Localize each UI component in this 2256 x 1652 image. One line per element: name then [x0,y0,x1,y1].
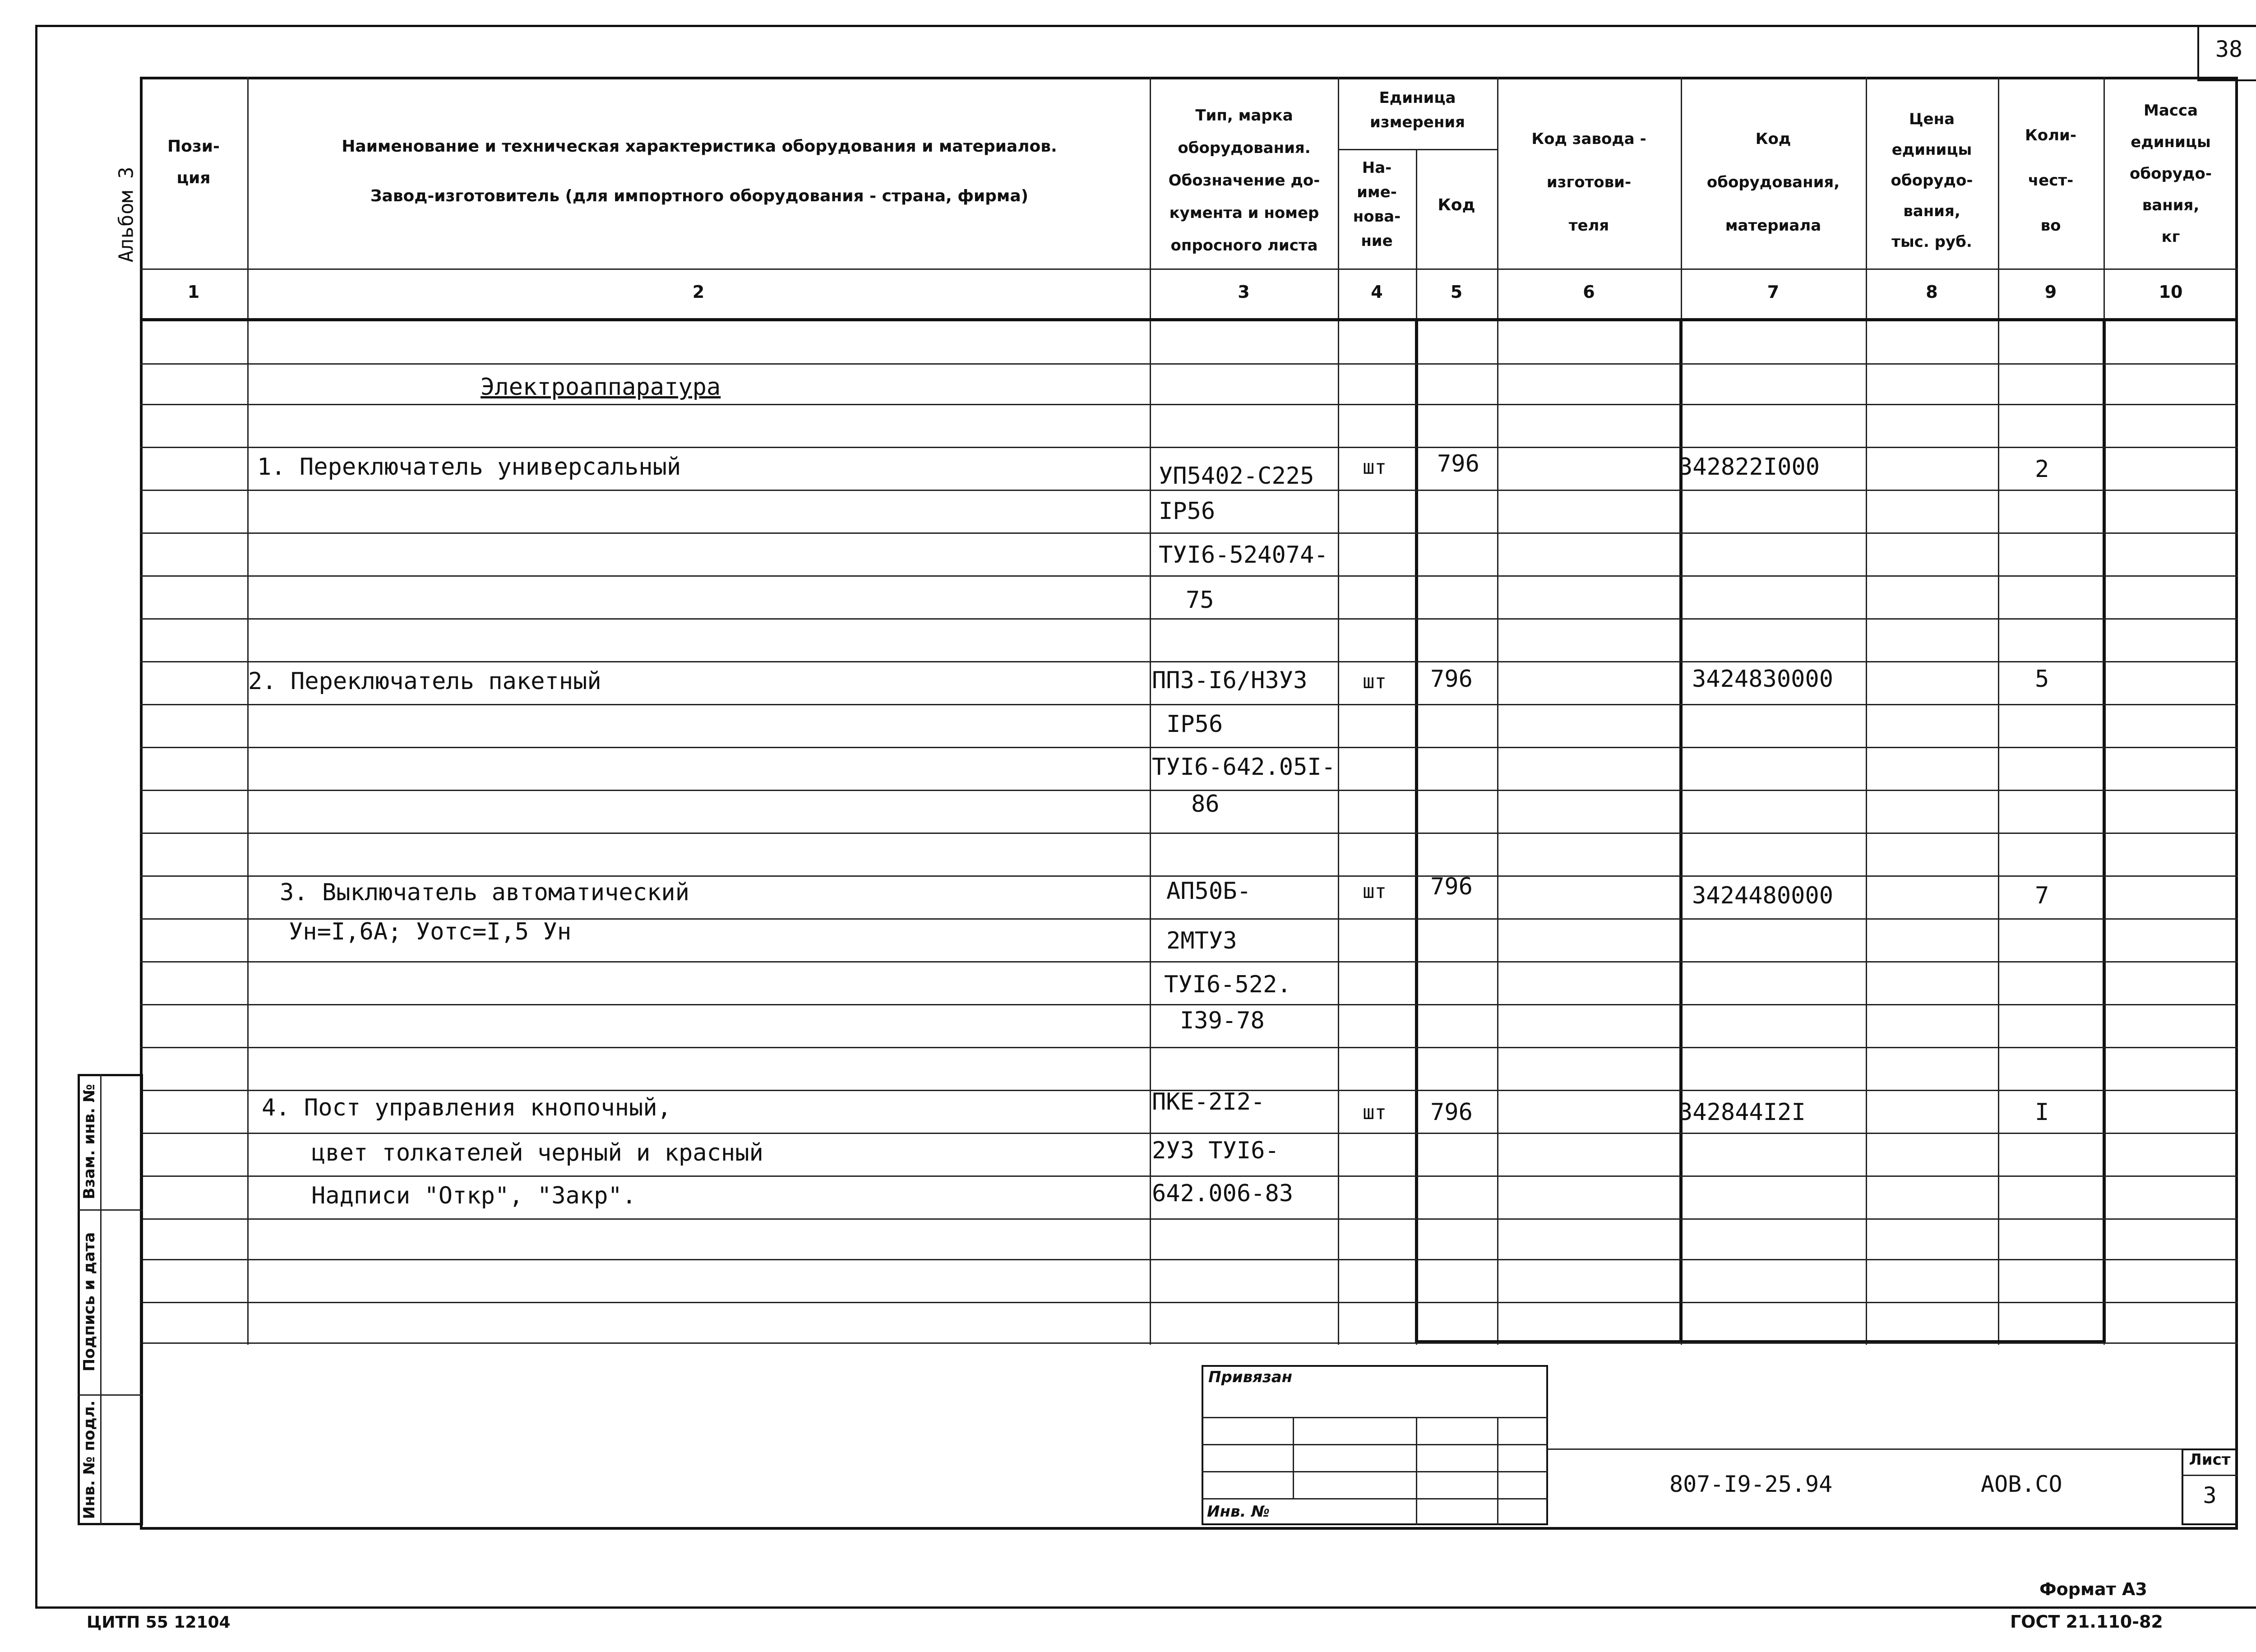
inv-no-label: Инв. № [1207,1503,1270,1521]
album-label: Альбом 3 [115,167,138,263]
item-4-name-2: цвет толкателей черный и красный [311,1139,763,1166]
footer-left: ЦИТП 55 12104 [87,1613,231,1632]
stamp-podpis-data: Подпись и дата [80,1232,98,1372]
col-num-3: 3 [1238,282,1250,302]
item-2-name: 2. Переключатель пакетный [248,668,601,695]
sheet-label: Лист [2189,1451,2231,1469]
item-2-type-3: ТУI6-642.05I- [1152,754,1336,781]
item-2-unit: шт [1363,670,1387,693]
doc-mark: АОВ.СО [1981,1471,2062,1497]
item-4-qty: I [2035,1099,2049,1126]
item-1-type-2: IP56 [1159,498,1216,525]
header-col7: Код оборудования, материала [1706,130,1840,235]
col-num-7: 7 [1767,282,1780,302]
item-4-name-3: Надписи "Откр", "Закр". [311,1182,637,1209]
item-3-name-2: Ун=I,6А; Уотс=I,5 Ун [289,918,572,945]
item-3-unit: шт [1363,880,1387,903]
item-3-type-2: 2МТУ3 [1166,927,1237,954]
item-2-type-1: ПП3-I6/Н3У3 [1152,667,1308,694]
item-1-type-4: 75 [1186,587,1214,614]
item-1-unit: шт [1363,456,1387,479]
col-num-5: 5 [1450,282,1463,302]
col-num-6: 6 [1583,282,1595,302]
doc-code: 807-I9-25.94 [1669,1471,1833,1497]
item-3-type-3: ТУI6-522. [1164,971,1291,998]
col-num-8: 8 [1926,282,1938,302]
item-4-type-2: 2У3 ТУI6- [1152,1137,1279,1164]
item-1-type-1: УП5402-С225 [1159,463,1314,490]
item-2-code: 3424830000 [1692,666,1834,693]
header-col8: Цена единицы оборудо- вания, тыс. руб. [1891,110,1973,251]
col-num-10: 10 [2159,282,2183,302]
section-title: Электроаппаратура [481,374,721,401]
col-num-1: 1 [187,282,200,302]
col-num-4: 4 [1371,282,1383,302]
header-col2: Наименование и техническая характеристика оборудования и материалов. Завод-изготовитель (для импортного оборудования - страна, фирма) [342,137,1057,205]
col-num-2: 2 [692,282,705,302]
item-1-qty: 2 [2035,456,2049,483]
item-4-type-3: 642.006-83 [1152,1180,1294,1207]
header-col3: Тип, марка оборудования. Обозначение до- кумента и номер опросного листа [1168,106,1320,255]
item-3-code: 3424480000 [1692,882,1834,909]
stamp-vzam-inv: Взам. инв. № [80,1084,98,1199]
item-2-type-4: 86 [1191,791,1220,818]
footer-gost: ГОСТ 21.110-82 [2010,1612,2163,1632]
col-num-9: 9 [2044,282,2057,302]
footer-format: Формат А3 [2039,1579,2147,1599]
item-3-type-4: I39-78 [1180,1007,1265,1034]
item-1-code: 342822I000 [1678,453,1820,481]
item-1-type-3: ТУI6-524074- [1159,541,1328,569]
item-3-qty: 7 [2035,882,2049,909]
item-4-unit: шт [1363,1101,1387,1124]
item-2-qty: 5 [2035,666,2049,693]
item-1-unit-code: 796 [1437,450,1479,477]
privyazan-label: Привязан [1208,1368,1293,1386]
item-4-code: 342844I2I [1678,1099,1806,1126]
header-col5: Код [1438,196,1475,214]
header-col1: Пози- ция [167,137,220,187]
item-3-unit-code: 796 [1430,873,1473,900]
sheet-number: 38 [2215,36,2243,62]
item-2-type-2: IP56 [1166,711,1223,738]
stamp-inv-podl: Инв. № подл. [80,1400,98,1519]
item-3-name-1: 3. Выключатель автоматический [280,879,689,906]
item-2-unit-code: 796 [1430,666,1473,693]
item-4-type-1: ПКЕ-2I2- [1152,1088,1265,1115]
header-col4: На- име- нова- ние [1353,159,1401,250]
header-col6: Код завода - изготови- теля [1531,130,1646,235]
header-unit: Единица измерения [1370,89,1465,131]
item-4-unit-code: 796 [1430,1099,1473,1126]
item-4-name-1: 4. Пост управления кнопочный, [262,1094,671,1121]
item-1-name: 1. Переключатель универсальный [257,453,681,481]
item-3-type-1: АП50Б- [1166,878,1251,905]
header-col9: Коли- чест- во [2025,126,2076,235]
sheet-value: 3 [2203,1482,2217,1509]
header-col10: Масса единицы оборудо- вания, кг [2130,102,2212,246]
